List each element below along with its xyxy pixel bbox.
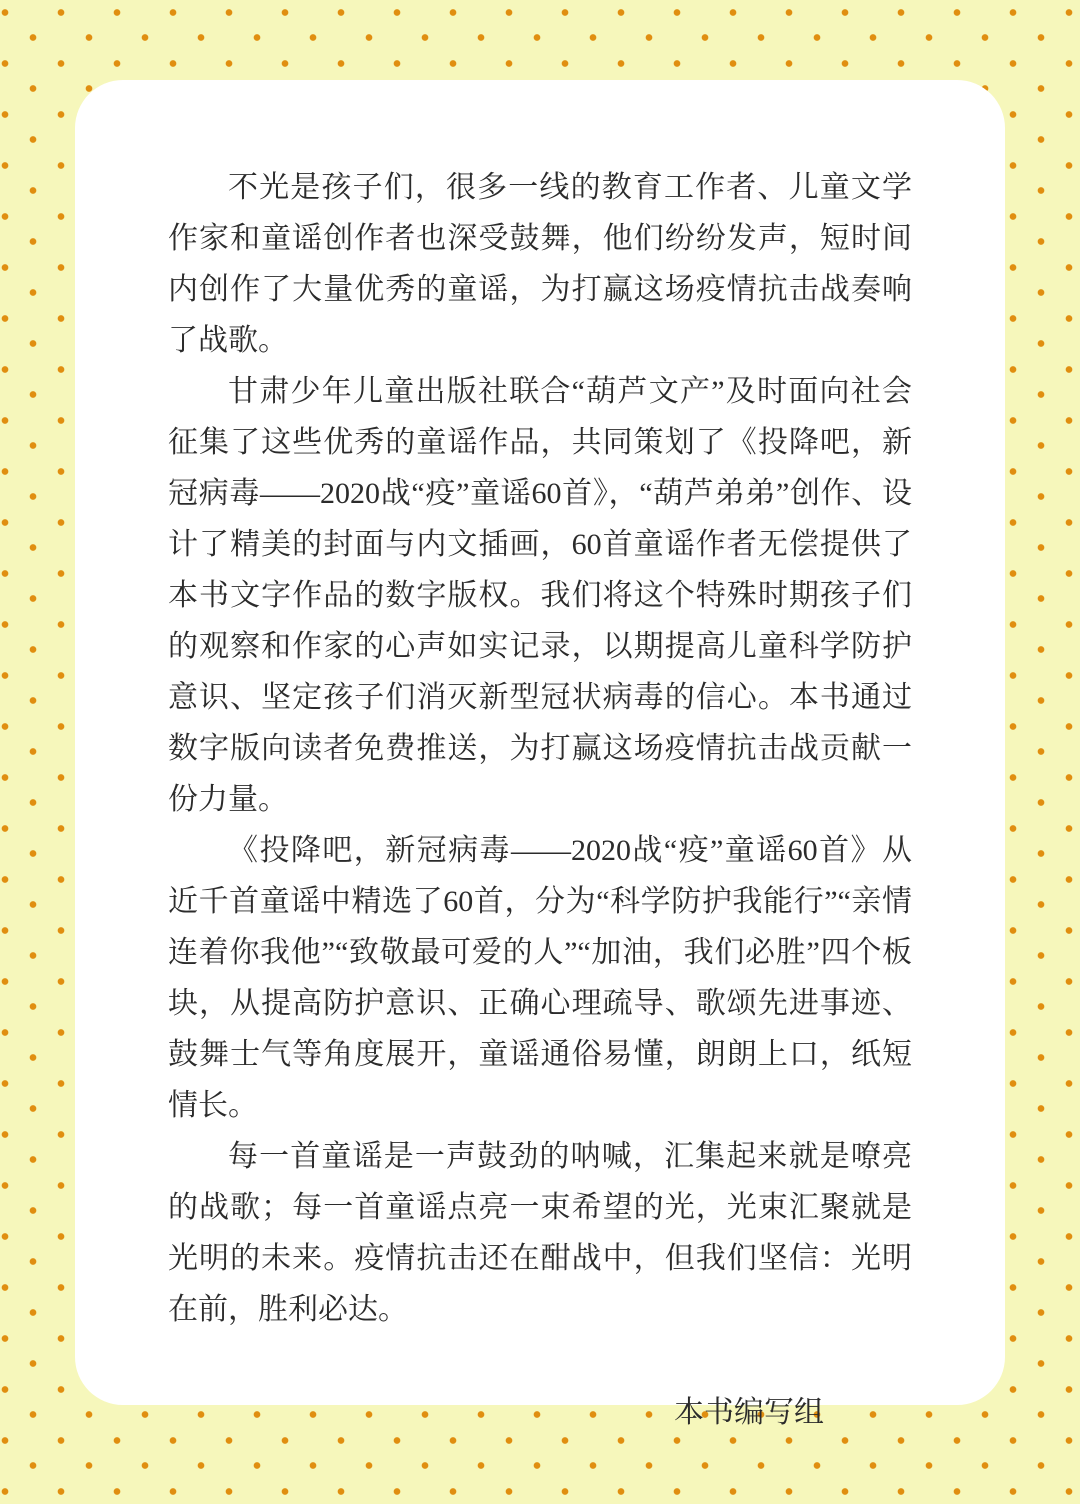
preface-paragraph-2: 甘肃少年儿童出版社联合“葫芦文产”及时面向社会征集了这些优秀的童谣作品，共同策划了《投降吧，新冠病毒——2020战“疫”童谣60首》，“葫芦弟弟”创作、设计了精美的封面与内文插画，60首童谣作者无偿提供了本书文字作品的数字版权。我们将这个特殊时期孩子们的观察和作家的心声如实记录，以期提高儿童科学防护意识、坚定孩子们消灭新型冠状病毒的信心。本书通过数字版向读者免费推送，为打赢这场疫情抗击战贡献一份力量。 xyxy=(168,375,912,816)
preface-paragraph-4: 每一首童谣是一声鼓劲的呐喊，汇集起来就是嘹亮的战歌；每一首童谣点亮一束希望的光，光束汇聚就是光明的未来。疫情抗击还在酣战中，但我们坚信：光明在前，胜利必达。 xyxy=(168,1140,912,1326)
preface-paragraph-3: 《投降吧，新冠病毒——2020战“疫”童谣60首》从近千首童谣中精选了60首，分为“科学防护我能行”“亲情连着你我他”“致敬最可爱的人”“加油，我们必胜”四个板块，从提高防护意识、正确心理疏导、歌颂先进事迹、鼓舞士气等角度展开，童谣通俗易懂，朗朗上口，纸短情长。 xyxy=(168,834,912,1122)
preface-paragraph-1: 不光是孩子们，很多一线的教育工作者、儿童文学作家和童谣创作者也深受鼓舞，他们纷纷发声，短时间内创作了大量优秀的童谣，为打赢这场疫情抗击战奏响了战歌。 xyxy=(168,171,912,357)
signature: 本书编写组 xyxy=(674,1396,824,1429)
content-card xyxy=(75,80,1005,1429)
